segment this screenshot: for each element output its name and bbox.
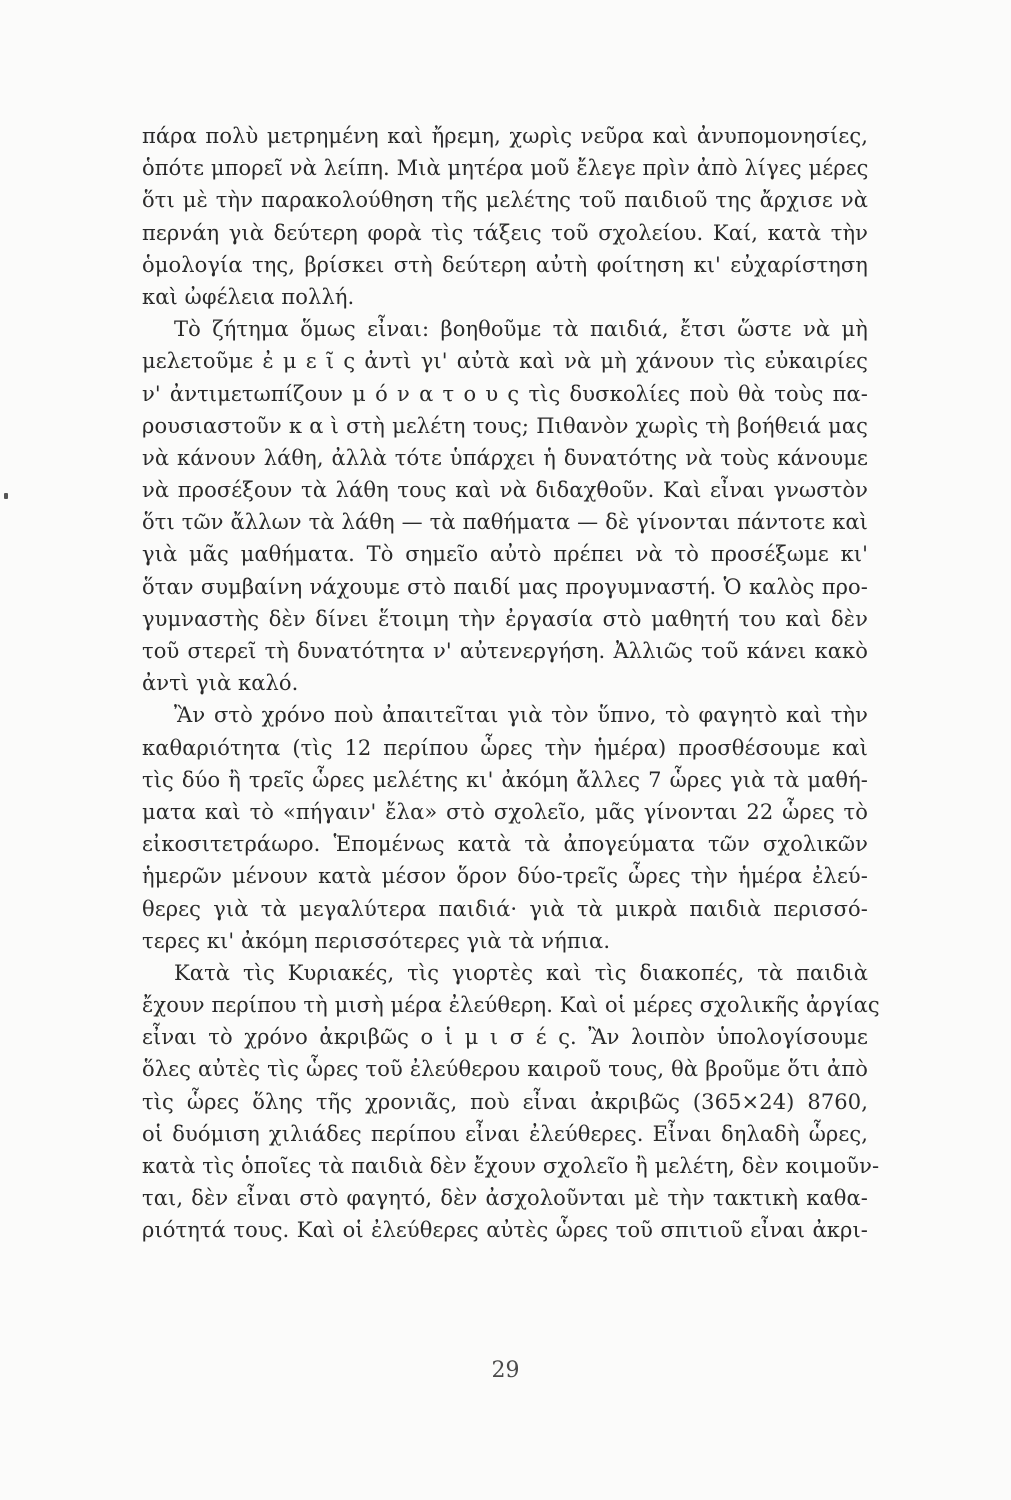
text-line: τὶς δύο ἢ τρεῖς ὧρες μελέτης κι' ἀκόμη ἄλλες 7 ὧρες γιὰ τὰ μαθή- <box>142 767 868 792</box>
text-line: ὁμολογία της, βρίσκει στὴ δεύτερη αὐτὴ φοίτηση κι' εὐχαρίστηση <box>142 252 868 277</box>
text-line: νὰ κάνουν λάθη, ἀλλὰ τότε ὑπάρχει ἡ δυνατότης νὰ τοὺς κάνουμε <box>142 445 868 470</box>
text-line: καὶ ὠφέλεια πολλή. <box>142 284 355 309</box>
text-line: θερες γιὰ τὰ μεγαλύτερα παιδιά· γιὰ τὰ μικρὰ παιδιὰ περισσό- <box>142 896 868 921</box>
text-line: ἀντὶ γιὰ καλό. <box>142 671 299 696</box>
body-text <box>142 120 880 1247</box>
text-line: τερες κι' ἀκόμη περισσότερες γιὰ τὰ νήπια. <box>142 928 611 953</box>
text-line: ται, δὲν εἶναι στὸ φαγητό, δὲν ἀσχολοῦνται μὲ τὴν τακτικὴ καθα- <box>142 1186 868 1211</box>
text-line: κατὰ τὶς ὁποῖες τὰ παιδιὰ δὲν ἔχουν σχολεῖο ἢ μελέτη, δὲν κοιμοῦν- <box>142 1154 880 1178</box>
text-line: γυμναστὴς δὲν δίνει ἕτοιμη τὴν ἐργασία στὸ μαθητή του καὶ δὲν <box>142 606 868 631</box>
text-line: περνάη γιὰ δεύτερη φορὰ τὶς τάξεις τοῦ σχολείου. Καί, κατὰ τὴν <box>142 220 868 245</box>
text-line: Ἂν στὸ χρόνο ποὺ ἀπαιτεῖται γιὰ τὸν ὕπνο, τὸ φαγητὸ καὶ τὴν <box>174 703 868 728</box>
text-line: εἰκοσιτετράωρο. Ἑπομένως κατὰ τὰ ἀπογεύματα τῶν σχολικῶν <box>142 832 868 857</box>
text-line: μελετοῦμε ἐ μ ε ῖ ς ἀντὶ γι' αὐτὰ καὶ νὰ μὴ χάνουν τὶς εὐκαιρίες <box>142 349 868 374</box>
text-line: ὁπότε μπορεῖ νὰ λείπη. Μιὰ μητέρα μοῦ ἔλεγε πρὶν ἀπὸ λίγες μέρες <box>142 156 869 181</box>
page-number: 29 <box>491 1358 520 1383</box>
text-line: τὶς ὧρες ὅλης τῆς χρονιᾶς, ποὺ εἶναι ἀκριβῶς (365×24) 8760, <box>142 1089 868 1114</box>
text-line: ν' ἀντιμετωπίζουν μ ό ν α τ ο υ ς τὶς δυσκολίες ποὺ θὰ τοὺς πα- <box>142 381 868 406</box>
text-line: ὅταν συμβαίνη νάχουμε στὸ παιδί μας προγυμναστή. Ὁ καλὸς προ- <box>142 574 868 599</box>
text-line: γιὰ μᾶς μαθήματα. Τὸ σημεῖο αὐτὸ πρέπει νὰ τὸ προσέξωμε κι' <box>142 542 868 567</box>
text-line: Τὸ ζήτημα ὅμως εἶναι: βοηθοῦμε τὰ παιδιά, ἔτσι ὥστε νὰ μὴ <box>174 317 868 342</box>
text-line: ὅτι τῶν ἄλλων τὰ λάθη — τὰ παθήματα — δὲ γίνονται πάντοτε καὶ <box>142 510 868 535</box>
text-line: ὅτι μὲ τὴν παρακολούθηση τῆς μελέτης τοῦ παιδιοῦ της ἄρχισε νὰ <box>142 188 868 213</box>
text-line: οἱ δυόμιση χιλιάδες περίπου εἶναι ἐλεύθερες. Εἶναι δηλαδὴ ὧρες, <box>142 1121 868 1146</box>
text-line: νὰ προσέξουν τὰ λάθη τους καὶ νὰ διδαχθοῦν. Καὶ εἶναι γνωστὸν <box>142 478 868 503</box>
text-line: Κατὰ τὶς Κυριακές, τὶς γιορτὲς καὶ τὶς διακοπές, τὰ παιδιὰ <box>174 960 868 985</box>
text-line: τοῦ στερεῖ τὴ δυνατότητα ν' αὐτενεργήση. Ἀλλιῶς τοῦ κάνει κακὸ <box>142 639 868 663</box>
text-line: πάρα πολὺ μετρημένη καὶ ἤρεμη, χωρὶς νεῦρα καὶ ἀνυπομονησίες, <box>142 124 868 148</box>
text-line: ἔχουν περίπου τὴ μισὴ μέρα ἐλεύθερη. Καὶ οἱ μέρες σχολικῆς ἀργίας <box>142 993 880 1018</box>
text-line: εἶναι τὸ χρόνο ἀκριβῶς ο ἱ μ ι σ έ ς. Ἂν λοιπὸν ὑπολογίσουμε <box>142 1025 868 1050</box>
text-line: ριότητά τους. Καὶ οἱ ἐλεύθερες αὐτὲς ὧρες τοῦ σπιτιοῦ εἶναι ἀκρι- <box>142 1218 868 1243</box>
text-line: ρουσιαστοῦν κ α ὶ στὴ μελέτη τους; Πιθανὸν χωρὶς τὴ βοήθειά μας <box>142 413 868 438</box>
margin-mark <box>4 493 8 499</box>
text-line: καθαριότητα (τὶς 12 περίπου ὧρες τὴν ἡμέρα) προσθέσουμε καὶ <box>142 735 868 760</box>
text-line: ἡμερῶν μένουν κατὰ μέσον ὅρον δύο-τρεῖς ὧρες τὴν ἡμέρα ἐλεύ- <box>142 864 868 889</box>
text-line: ματα καὶ τὸ «πήγαιν' ἔλα» στὸ σχολεῖο, μᾶς γίνονται 22 ὧρες τὸ <box>142 799 868 824</box>
text-line: ὅλες αὐτὲς τὶς ὧρες τοῦ ἐλεύθερου καιροῦ τους, θὰ βροῦμε ὅτι ἀπὸ <box>142 1057 868 1082</box>
